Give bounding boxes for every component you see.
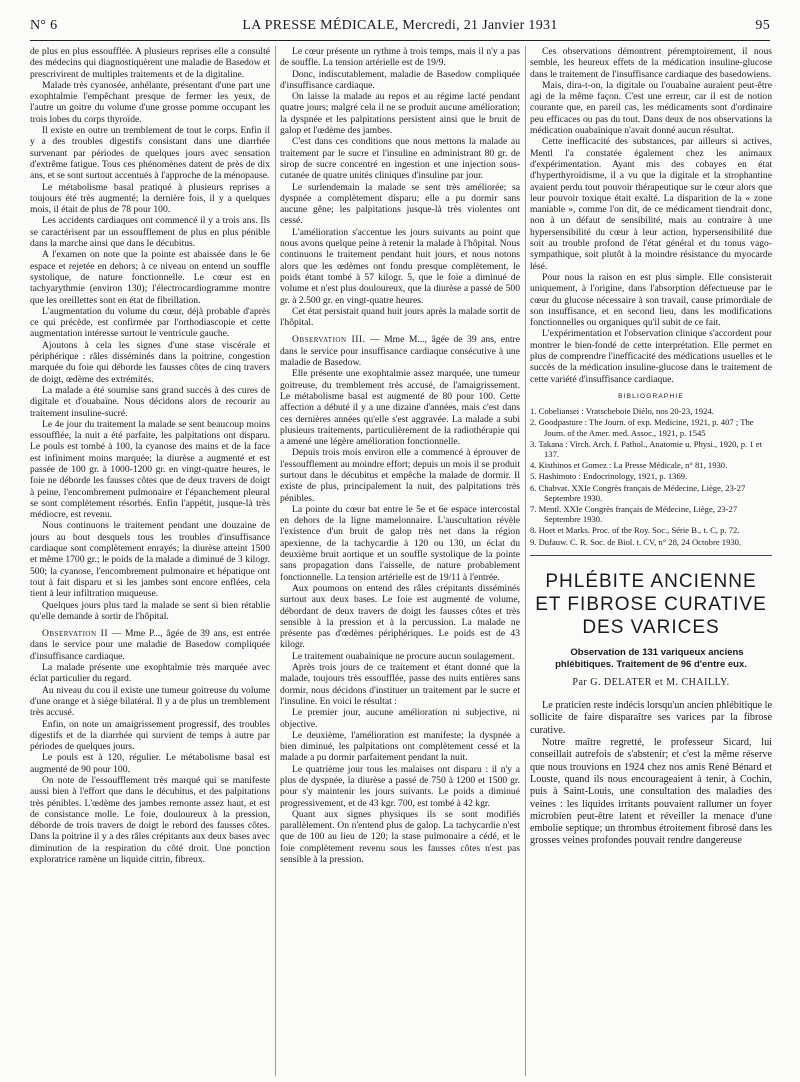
paragraph: Le deuxième, l'amélioration est manifeste; la dyspnée a bien diminué, les palpitations ont complètement cessé et la malade a pu dormir parfaitement pendant la nuit. [280, 729, 520, 764]
paragraph: Malade très cyanosée, anhélante, présentant d'une part une exophtalmie l'empêchant presque de fermer les yeux, de l'autre un goitre du volume d'une grosse pomme occupant les trois lobes du corps thyroïde. [30, 79, 270, 125]
paragraph: Le 4e jour du traitement la malade se sent beaucoup moins essoufflée, la nuit a été parfaite, les palpitations ont disparu. Le pouls est tombé à 100, la cyanose des mains et de la face est infiniment moins marquée; la diurèse a augmenté et est passée de 100 gr. à 1000-1200 gr. en vingt-quatre heures, le foie ne déborde les fausses côtes que de deux travers de doigt à peine, l'encombrement pulmonaire et l'épanchement pleural se sont complètement résorbés. Enfin l'appétit, jusque-là très médiocre, est revenu. [30, 418, 270, 521]
author-name: G. DELATER [590, 676, 652, 688]
paragraph: Notre maître regretté, le professeur Sicard, lui conseillait autrefois de s'abstenir; et c'est la même réserve que nous trouvions en 1924 chez nos amis René Bénard et Louste, quand ils nous encourageaient à tenir, à Cochin, puis à Saint-Louis, une consultation des maladies des veines : les liquides irritants pouvaient rallumer un foyer microbien peut-être latent et réveiller la menace d'une embolie septique; un thrombus étroitement fibrosé dans les grosses veines profondes pouvait rendre dangereuse [530, 737, 772, 847]
bibliography-item: 7. Mentl. XXIe Congrès français de Médecine, Liège, 23-27 Septembre 1930. [530, 504, 738, 525]
observation-heading: Observation III. [292, 334, 366, 346]
page-number: 95 [755, 18, 770, 33]
bibliography-item: 4. Kisthinos et Gomez : La Presse Médicale, n° 81, 1930. [530, 460, 728, 471]
paragraph: Le quatrième jour tous les malaises ont disparu : il n'y a plus de dyspnée, la diurèse a passé de 750 à 1200 et 1500 gr. pour s'y maintenir les jours suivants. Le poids a diminué progressivement, et de 43 kgr. 700, est tombé à 42 kgr. [280, 763, 520, 809]
paragraph: Enfin, on note un amaigrissement progressif, des troubles digestifs et de la diarrhée qui survient de temps à autre par périodes de quelques jours. [30, 718, 270, 753]
article-authors [530, 677, 772, 688]
paragraph: Le métabolisme basal pratiqué à plusieurs reprises a toujours été très augmenté; la dernière fois, il y a quelques mois, il était de plus de 78 pour 100. [30, 181, 270, 216]
authors-join: et [654, 676, 664, 688]
paragraph: Quelques jours plus tard la malade se sent si bien rétablie qu'elle demande à sortir de l'hôpital. [30, 599, 270, 622]
bibliography-item: 3. Takana : Virch. Arch. f. Pathol., Anatomie u. Physi., 1920, p. 1 et 137. [530, 438, 763, 460]
paragraph: Le pouls est à 120, régulier. Le métabolisme basal est augmenté de 90 pour 100. [30, 752, 270, 775]
paragraph: Mme P..., âgée de 39 ans, est entrée dans le service pour une maladie de Basedow compliquée d'insuffisance cardiaque. [30, 628, 270, 662]
article-separator [530, 555, 772, 556]
bibliography-item: 5. Hashimoto : Endocrinology, 1921, p. 1369. [530, 471, 688, 482]
paragraph: Les accidents cardiaques ont commencé il y a trois ans. Ils se caractérisent par un essoufflement de plus en plus pénible dans la marche ainsi que dans le décubitus. [30, 215, 270, 250]
paragraph: Elle présente une exophtalmie assez marquée, une tumeur goitreuse, du tremblement très accusé, de l'amaigrissement. Le métabolisme basal est augmenté de 80 pour 100. Cette affection a débuté il y a une dizaine d'années, mais c'est dans ces dernières années qu'elle s'est aggravée. La malade a subi plusieurs traitements, particulièrement de la radiothérapie qui a amené une légère amélioration fonctionnelle. [280, 368, 520, 448]
paragraph: Cette inefficacité des substances, par ailleurs si actives, Mentl l'a constatée également chez les animaux d'expérimentation. Ayant mis des cobayes en état d'hyperthyroïdisme, il a vu que la digitale et la strophantine avaient perdu tout pouvoir thérapeutique sur le cœur alors que leur pouvoir toxique était exalté. La disparition de la « zone maniable », comme l'on dit, de ce médicament tiendrait donc, non à un défaut de sensibilité, mais au contraire à une hypersensibilité du cœur à leur action, hypersensibilité due soit au trouble profond de l'état général et du tonus vago-sympathique, soit plutôt à la moindre résistance du myocarde lésé. [530, 136, 772, 272]
paragraph: Le surlendemain la malade se sent très améliorée; sa dyspnée a complètement disparu; elle a pu dormir sans aucune gêne; les palpitations jusque-là très violentes ont cessé. [280, 181, 520, 227]
column-divider [525, 46, 526, 1076]
page-header [30, 14, 770, 36]
column-1: de plus en plus essoufflée. A plusieurs reprises elle a consulté des médecins qui diagnostiquèrent une maladie de Basedow et prescrivirent de multiples traitements et de la digitaline. Malade très cyanosée, anhélante, présentant d'une part une exophtalmie l'empêchant presque de fermer les yeux, de l'autre un goitre du volume d'une grosse pomme occupant les trois lobes du corps thyroïde. Il existe en outre un tremblement de tout le corps. Enfin il y a des troubles digestifs consistant dans une diarrhée survenant par périodes de quelques jours avec sensation d'extrême fatigue. Tous ces phénomènes datent de près de dix ans, et se sont surtout accentués à l'approche de la ménopause. Le métabolisme basal pratiqué à plusieurs reprises a toujours été très augmenté; la dernière fois, il y a quelques mois, il était de plus de 78 pour 100. Les accidents cardiaques ont commencé il y a trois ans. Ils se caractérisent par un essoufflement de plus en plus pénible dans la marche ainsi que dans le décubitus. A l'examen on note que la pointe est abaissée dans le 6e espace et rejetée en dehors; à ce niveau on entend un souffle systolique, de nature fonctionnelle. Le cœur est en tachyarythmie (environ 130); l'électrocardiogramme montre que les oreillettes sont en état de fibrillation. L'augmentation du volume du cœur, déjà probable d'après ce qui précède, est confirmée par l'orthodiascopie et cette augmentation intéresse surtout le ventricule gauche. Ajoutons à cela les signes d'une stase viscérale et périphérique : râles disséminés dans la poitrine, congestion marquée du foie qui déborde les fausses côtes de cinq travers de doigt, œdème des extrémités. La malade a été soumise sans grand succès à des cures de digitale et d'ouabaïne. Nous décidons alors de recourir au traitement insuline-sucré. Le 4e jour du traitement la malade se sent beaucoup moins essoufflée, la nuit a été parfaite, les palpitations ont disparu. Le pouls est tombé à 100, la cyanose des mains et de la face est infiniment moins marquée; la diurèse a augmenté et est passée de 100 gr. à 1000-1200 gr. en vingt-quatre heures, le foie ne déborde les fausses côtes que de deux travers de doigt à peine, l'encombrement pulmonaire et l'épanchement pleural se sont complètement résorbés. Enfin l'appétit, jusque-là très médiocre, est revenu. Nous continuons le traitement pendant une douzaine de jours au bout desquels tous les troubles d'insuffisance cardiaque sont complètement enrayés; la diurèse atteint 1500 et même 1700 gr.; le poids de la malade a diminué de 3 kilogr. 500; la cyanose, l'encombrement pulmonaire et hépatique ont tout à fait disparu et si les jambes sont encore enflées, cela tient à leur infiltration muqueuse. Quelques jours plus tard la malade se sent si bien rétablie qu'elle demande à sortir de l'hôpital. Observation II — Mme P..., âgée de 39 ans, est entrée dans le service pour une maladie de Basedow compliquée d'insuffisance cardiaque. La malade présente une exophtalmie très marquée avec éclat particulier du regard. Au niveau du cou il existe une tumeur goitreuse du volume d'une orange et à siège bilatéral. Il y a de plus un tremblement très accusé. Enfin, on note un amaigrissement progressif, des troubles digestifs et de la diarrhée qui survient de temps à autre par périodes de quelques jours. Le pouls est à 120, régulier. Le métabolisme basal est augmenté de 90 pour 100. On note de l'essoufflement très marqué qui se manifeste aussi bien à l'effort que dans le décubitus, et des palpitations très pénibles. L'œdème des jambes remonte assez haut, et est de consistance molle. Le foie, douloureux à la pression, déborde de trois travers de doigt le rebord des fausses côtes. Dans la poitrine il y a des râles crépitants aux deux bases avec diminution de la respiration du côté droit. Une ponction exploratrice ramène un liquide citrin, fibreux. [30, 46, 270, 866]
paragraph: Mme M..., âgée de 39 ans, entre dans le service pour insuffisance cardiaque consécutive à une maladie de Basedow. [280, 334, 520, 369]
paragraph: Quant aux signes physiques ils se sont modifiés parallèlement. On n'entend plus de galop. La tachycardie n'est que de 100 au lieu de 120; la stase pulmonaire a cédé, et le foie complètement revenu sous les fausses côtes n'est pas sensible à la pression. [280, 808, 520, 866]
observation-heading: Observation II [42, 628, 109, 640]
paragraph: Le traitement ouabaïnique ne procure aucun soulagement. [292, 650, 515, 662]
paragraph: Donc, indiscutablement, maladie de Basedow compliquée d'insuffisance cardiaque. [280, 68, 520, 91]
paragraph: Ajoutons à cela les signes d'une stase viscérale et périphérique : râles disséminés dans la poitrine, congestion marquée du foie qui déborde les fausses côtes de cinq travers de doigt, œdème des extrémités. [30, 339, 270, 385]
article-subtitle: Observation de 131 variqueux anciens phlébitiques. Traitement de 96 d'entre eux. [555, 646, 747, 670]
issue-number: N° 6 [30, 18, 58, 33]
paragraph: C'est dans ces conditions que nous mettons la malade au traitement par le sucre et l'insuline en administrant 80 gr. de sirop de sucre concentré en ingestion et une injection sous-cutanée de quatre unités cliniques d'insuline par jour. [280, 136, 520, 182]
bibliography-title: BIBLIOGRAPHIE [618, 392, 684, 400]
paragraph: On laisse la malade au repos et au régime lacté pendant quatre jours; malgré cela il ne se produit aucune amélioration; la dyspnée et les palpitations persistent ainsi que le bruit de galop et l'œdème des jambes. [280, 91, 520, 137]
article-title: PHLÉBITE ANCIENNE ET FIBROSE CURATIVE DES VARICES [535, 570, 767, 638]
paragraph: Ces observations démontrent péremptoirement, il nous semble, les heureux effets de la médication insuline-glucose dans le traitement de l'insuffisance cardiaque des basedowiens. [530, 46, 772, 80]
authors-prefix: Par [572, 676, 588, 688]
paragraph: Après trois jours de ce traitement et étant donné que la malade, toujours très essoufflée, passe des nuits entières sans dormir, nous décidons d'instituer un traitement par le sucre et l'insuline. En voici le résultat : [280, 662, 520, 707]
bibliography-item: 8. Hoet et Marks. Proc. of the Roy. Soc., Série B., t. C, p. 72. [530, 525, 740, 536]
paragraph: Le premier jour, aucune amélioration ni subjective, ni objective. [280, 707, 520, 730]
paragraph: L'expérimentation et l'observation clinique s'accordent pour montrer le bien-fondé de cette interprétation. Elle permet en plus de comprendre l'inefficacité des médications usuelles et le succès de la médication insuline-glucose dans le traitement de cette variété d'insuffisance cardiaque. [530, 328, 772, 385]
paragraph: La pointe du cœur bat entre le 5e et 6e espace intercostal en dehors de la ligne mamelonnaire. L'auscultation révèle l'existence d'un bruit de galop très net dans la région apexienne, de la tachycardie à 120 ou 130, un éclat du deuxième bruit aortique et un souffle systolique de la pointe sans propagation dans l'aisselle, de nature probablement fonctionnelle. La tension artérielle est de 19/11 à l'entrée. [280, 503, 520, 583]
paragraph: Cet état persistait quand huit jours après la malade sortit de l'hôpital. [280, 305, 520, 329]
paragraph: La malade a été soumise sans grand succès à des cures de digitale et d'ouabaïne. Nous décidons alors de recourir au traitement insuline-sucré. [30, 384, 270, 419]
paragraph: L'augmentation du volume du cœur, déjà probable d'après ce qui précède, est confirmée par l'orthodiascopie et cette augmentation intéresse surtout le ventricule gauche. [30, 305, 270, 340]
paragraph: La malade présente une exophtalmie très marquée avec éclat particulier du regard. [30, 662, 270, 685]
bibliography-item: 9. Dufauw. C. R. Soc. de Biol. t. CV, n° 28, 24 Octobre 1930. [530, 536, 742, 547]
paragraph: Le cœur présente un rythme à trois temps, mais il n'y a pas de souffle. La tension artérielle est de 19/9. [280, 46, 520, 69]
paragraph: de plus en plus essoufflée. A plusieurs reprises elle a consulté des médecins qui diagnostiquèrent une maladie de Basedow et prescrivirent de multiples traitements et de la digitaline. [30, 46, 270, 80]
column-2: Le cœur présente un rythme à trois temps, mais il n'y a pas de souffle. La tension artérielle est de 19/9. Donc, indiscutablement, maladie de Basedow compliquée d'insuffisance cardiaque. On laisse la malade au repos et au régime lacté pendant quatre jours; malgré cela il ne se produit aucune amélioration; la dyspnée et les palpitations persistent ainsi que le bruit de galop et l'œdème des jambes. C'est dans ces conditions que nous mettons la malade au traitement par le sucre et l'insuline en administrant 80 gr. de sirop de sucre concentré en ingestion et une injection sous-cutanée de quatre unités cliniques d'insuline par jour. Le surlendemain la malade se sent très améliorée; sa dyspnée a complètement disparu; elle a pu dormir sans aucune gêne; les palpitations jusque-là très violentes ont cessé. L'amélioration s'accentue les jours suivants au point que nous avons quelque peine à retenir la malade à l'hôpital. Nous continuons le traitement pendant huit jours, et nous notons alors que les œdèmes ont fondu presque complètement, le poids étant tombé à 57 kilogr. 5, que le foie a diminué de volume et n'est plus douloureux, que la diurèse a passé de 500 gr. à 2.500 gr. en vingt-quatre heures. Cet état persistait quand huit jours après la malade sortit de l'hôpital. Observation III. — Mme M..., âgée de 39 ans, entre dans le service pour insuffisance cardiaque consécutive à une maladie de Basedow. Elle présente une exophtalmie assez marquée, une tumeur goitreuse, du tremblement très accusé, de l'amaigrissement. Le métabolisme basal est augmenté de 80 pour 100. Cette affection a débuté il y a une dizaine d'années, mais c'est dans ces dernières années qu'elle s'est aggravée. La malade a subi plusieurs traitements, particulièrement de la radiothérapie qui a amené une légère amélioration fonctionnelle. Depuis trois mois environ elle a commencé à éprouver de l'essoufflement au moindre effort; depuis un mois il se produit surtout dans le décubitus et empêche la malade de dormir. Il existe de plus, principalement la nuit, des palpitations très pénibles. La pointe du cœur bat entre le 5e et 6e espace intercostal en dehors de la ligne mamelonnaire. L'auscultation révèle l'existence d'un bruit de galop très net dans la région apexienne, de la tachycardie à 120 ou 130, un éclat du deuxième bruit aortique et un souffle systolique de la pointe sans propagation dans l'aisselle, de nature probablement fonctionnelle. La tension artérielle est de 19/11 à l'entrée. Aux poumons on entend des râles crépitants disséminés surtout aux deux bases. Le foie est augmenté de volume, débordant de deux travers de doigt les fausses côtes et très sensible à la pression et à la percussion. La malade ne présente pas d'œdèmes périphériques. Le poids est de 43 kilogr. Le traitement ouabaïnique ne procure aucun soulagement. Après trois jours de ce traitement et étant donné que la malade, toujours très essoufflée, passe des nuits entières sans dormir, nous décidons d'instituer un traitement par le sucre et l'insuline. En voici le résultat : Le premier jour, aucune amélioration ni subjective, ni objective. Le deuxième, l'amélioration est manifeste; la dyspnée a bien diminué, les palpitations ont complètement cessé et la malade a pu dormir parfaitement pendant la nuit. Le quatrième jour tous les malaises ont disparu : il n'y a plus de dyspnée, la diurèse a passé de 750 à 1200 et 1500 gr. pour s'y maintenir les jours suivants. Le poids a diminué progressivement, et de 43 kgr. 700, est tombé à 42 kgr. Quant aux signes physiques ils se sont modifiés parallèlement. On n'entend plus de galop. La tachycardie n'est que de 100 au lieu de 120; la stase pulmonaire a cédé, et le foie complètement revenu sous les fausses côtes n'est pas sensible à la pression. [280, 46, 520, 866]
bibliography-item: 1. Cobeliansei : Vratscheboie Diélo, nos 20-23, 1924. [530, 406, 714, 417]
paragraph: Pour nous la raison en est plus simple. Elle consisterait uniquement, à l'origine, dans l'absorption défectueuse par le cœur du glucose nécessaire à son travail, cause primordiale de son insuffisance, et en second lieu, dans les modifications fonctionnelles ou organiques qu'il subit de ce fait. [530, 271, 772, 329]
paragraph: A l'examen on note que la pointe est abaissée dans le 6e espace et rejetée en dehors; à ce niveau on entend un souffle systolique, de nature fonctionnelle. Le cœur est en tachyarythmie (environ 130); l'électrocardiogramme montre que les oreillettes sont en état de fibrillation. [30, 249, 270, 306]
paragraph: Au niveau du cou il existe une tumeur goitreuse du volume d'une orange et à siège bilatéral. Il y a de plus un tremblement très accusé. [30, 684, 270, 719]
journal-title: LA PRESSE MÉDICALE, Mercredi, 21 Janvier 1931 [242, 18, 558, 33]
paragraph: L'amélioration s'accentue les jours suivants au point que nous avons quelque peine à retenir la malade à l'hôpital. Nous continuons le traitement pendant huit jours, et nous notons alors que les œdèmes ont fondu presque complètement, le poids étant tombé à 57 kilogr. 5, que le foie a diminué de volume et n'est plus douloureux, que la diurèse a passé de 500 gr. à 2.500 gr. en vingt-quatre heures. [280, 226, 520, 306]
article-body [530, 700, 772, 848]
bibliography-item: 6. Chabvat. XXIe Congrès français de Médecine, Liège, 23-27 Septembre 1930. [530, 482, 746, 503]
column-3 [530, 46, 772, 1076]
author-name: M. CHAILLY. [666, 676, 730, 688]
bibliography-list [530, 406, 772, 547]
paragraph: Mais, dira-t-on, la digitale ou l'ouabaïne auraient peut-être agi de la même façon. C'est une erreur, car il est de notion courante que, en pareil cas, les médicaments sont d'ordinaire peu efficaces ou pas du tout. Dans deux de nos observations la médication ouabaïnique n'avait donné aucun résultat. [530, 79, 772, 137]
paragraph: Aux poumons on entend des râles crépitants disséminés surtout aux deux bases. Le foie est augmenté de volume, débordant de deux travers de doigt les fausses côtes et très sensible à la pression et à la percussion. La malade ne présente pas d'œdèmes périphériques. Le poids est de 43 kilogr. [280, 582, 520, 651]
header-rule [30, 40, 770, 41]
paragraph: Il existe en outre un tremblement de tout le corps. Enfin il y a des troubles digestifs consistant dans une diarrhée survenant par périodes de quelques jours avec sensation d'extrême fatigue. Tous ces phénomènes datent de près de dix ans, et se sont surtout accentués à l'approche de la ménopause. [30, 125, 270, 182]
paragraph: On note de l'essoufflement très marqué qui se manifeste aussi bien à l'effort que dans le décubitus, et des palpitations très pénibles. L'œdème des jambes remonte assez haut, et est de consistance molle. Le foie, douloureux à la pression, déborde de trois travers de doigt le rebord des fausses côtes. Dans la poitrine il y a des râles crépitants aux deux bases avec diminution de la respiration du côté droit. Une ponction exploratrice ramène un liquide citrin, fibreux. [30, 775, 270, 866]
column-divider [275, 46, 276, 1076]
paragraph: Depuis trois mois environ elle a commencé à éprouver de l'essoufflement au moindre effort; depuis un mois il se produit surtout dans le décubitus et empêche la malade de dormir. Il existe de plus, principalement la nuit, des palpitations très pénibles. [280, 447, 520, 504]
paragraph: Le praticien reste indécis lorsqu'un ancien phlébitique le sollicite de faire disparaître ses varices par la fibrose curative. [530, 700, 772, 736]
bibliography-item: 2. Goodpasture : The Journ. of exp. Medicine, 1921, p. 407 ; The Journ. of the Amer. med. Assoc., 1921, p. 1545 [530, 417, 754, 438]
paragraph: Nous continuons le traitement pendant une douzaine de jours au bout desquels tous les troubles d'insuffisance cardiaque sont complètement enrayés; la diurèse atteint 1500 et même 1700 gr.; le poids de la malade a diminué de 3 kilogr. 500; la cyanose, l'encombrement pulmonaire et hépatique ont tout à fait disparu et si les jambes sont encore enflées, cela tient à leur infiltration muqueuse. [30, 520, 270, 600]
